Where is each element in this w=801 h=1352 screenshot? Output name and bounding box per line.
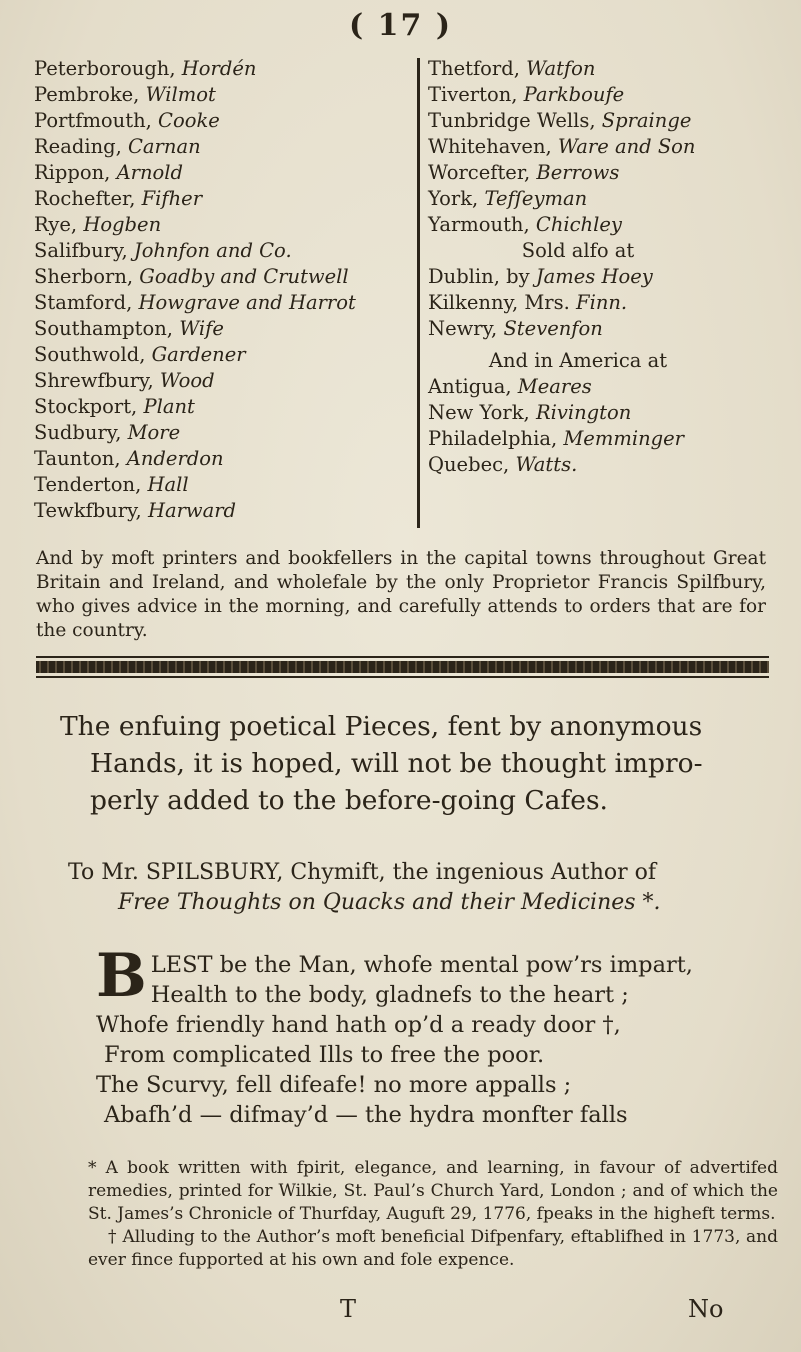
agent-place: York, xyxy=(428,187,479,210)
agent-place: Thetford, xyxy=(428,57,520,80)
agent-row xyxy=(34,498,404,524)
agent-place: New York, xyxy=(428,401,530,424)
agent-name: Arnold xyxy=(116,161,184,184)
agent-row xyxy=(34,134,404,160)
intro-paragraph xyxy=(60,708,770,819)
agent-name: Carnan xyxy=(128,135,201,158)
agent-place: Antigua, xyxy=(428,375,512,398)
agent-row xyxy=(428,264,788,290)
agent-row xyxy=(428,212,788,238)
agent-row xyxy=(34,264,404,290)
agent-row xyxy=(34,56,404,82)
agent-name: Chichley xyxy=(535,213,622,236)
agent-name: Wilmot xyxy=(145,83,216,106)
agent-name: Wife xyxy=(179,317,224,340)
agent-row xyxy=(428,82,788,108)
agent-place: Tunbridge Wells, xyxy=(428,109,596,132)
agent-row xyxy=(34,82,404,108)
signature-mark: T xyxy=(340,1295,357,1323)
agent-row xyxy=(428,374,788,400)
agent-row xyxy=(428,426,788,452)
agent-row xyxy=(34,368,404,394)
agent-row xyxy=(34,446,404,472)
agent-place: Tenderton, xyxy=(34,473,142,496)
agent-row xyxy=(428,400,788,426)
agent-place: Taunton, xyxy=(34,447,121,470)
agent-name: Wood xyxy=(159,369,215,392)
agent-place: Portfmouth, xyxy=(34,109,152,132)
poem-line: Whofe friendly hand hath op’d a ready door †, xyxy=(96,1012,621,1038)
agent-place: Philadelphia, xyxy=(428,427,558,450)
agent-name: Spraingе xyxy=(601,109,692,132)
agent-name: Anderdon xyxy=(126,447,224,470)
agent-name: Stevenfon xyxy=(503,317,603,340)
agent-place: Pembroke, xyxy=(34,83,140,106)
intro-line: perly added to the before-going Cafes. xyxy=(90,785,608,816)
dedication-title: Free Thoughts on Quacks and their Medicines *. xyxy=(118,890,661,915)
sold-also-heading: Sold alfo at xyxy=(521,239,635,262)
footnotes xyxy=(88,1157,778,1272)
agent-place: Kilkenny, Mrs. xyxy=(428,291,570,314)
agent-name: Hordén xyxy=(181,57,257,80)
page-number: ( 17 ) xyxy=(348,8,453,43)
dedication xyxy=(68,858,768,918)
agent-place: Salifbury, xyxy=(34,239,128,262)
agent-place: Reading, xyxy=(34,135,122,158)
agent-place: Southwold, xyxy=(34,343,146,366)
agent-row xyxy=(34,108,404,134)
agent-row xyxy=(428,316,788,342)
agent-row xyxy=(34,316,404,342)
agent-place: Sudbury, xyxy=(34,421,122,444)
agent-row xyxy=(34,290,404,316)
agent-row xyxy=(428,290,788,316)
intro-line: The enfuing poetical Pieces, fent by anonymous xyxy=(60,711,703,742)
agent-name: Cooke xyxy=(158,109,220,132)
dedication-line: To Mr. SPILSBURY, Chymift, the ingenious Author of xyxy=(68,860,657,885)
intro-line: Hands, it is hoped, will not be thought impro- xyxy=(90,748,703,779)
agent-place: Peterborough, xyxy=(34,57,176,80)
agent-row xyxy=(428,186,788,212)
agent-place: Quebec, xyxy=(428,453,510,476)
ornamental-rule xyxy=(36,654,769,680)
agent-place: Rochefter, xyxy=(34,187,136,210)
drop-cap: B xyxy=(96,941,147,1011)
agent-place: Rippon, xyxy=(34,161,111,184)
column-divider xyxy=(417,58,420,528)
agent-row xyxy=(34,212,404,238)
closing-paragraph: And by moft printers and bookfellers in the capital towns throughout Great Britain and Ireland, and wholefale by the only Proprietor Francis Spilfbury, who gives advice in the morning, and carefully attends to orders that are for the country. xyxy=(36,548,766,641)
agent-row xyxy=(34,238,404,264)
footnote: † Alluding to the Author’s moft beneficial Difpenfary, eftablifhed in 1773, and ever fince fupported at his own and fole expence. xyxy=(88,1227,778,1270)
agent-name: Howgrave and Harrot xyxy=(138,291,356,314)
poem xyxy=(96,941,776,1130)
footnote: * A book written with fpirit, elegance, and learning, in favour of advertifed remedies, printed for Wilkie, St. Paul’s Church Yard, London ; and of which the St. James’s Chronicle of Thurfday, Auguft 29, 1776, fpeaks in the higheft terms. xyxy=(88,1158,778,1224)
agent-place: Worcefter, xyxy=(428,161,531,184)
agent-place: Dublin, by xyxy=(428,265,530,288)
agent-place: Yarmouth, xyxy=(428,213,530,236)
agent-row xyxy=(34,420,404,446)
catchword: No xyxy=(688,1295,724,1323)
agents-list-right xyxy=(428,56,788,478)
agent-name: James Hoey xyxy=(535,265,653,288)
poem-line: The Scurvy, fell difeafe! no more appalls ; xyxy=(96,1072,572,1098)
agent-place: Newry, xyxy=(428,317,498,340)
agent-name: Watfon xyxy=(526,57,596,80)
poem-line: LEST be the Man, whofe mental pow’rs impart, xyxy=(150,952,693,978)
agent-place: Tewkfbury, xyxy=(34,499,142,522)
agent-name: Fifher xyxy=(141,187,203,210)
agent-name: Hogben xyxy=(83,213,162,236)
agent-place: Tiverton, xyxy=(428,83,518,106)
agent-name: Johnfon and Co. xyxy=(133,239,292,262)
agent-row xyxy=(34,472,404,498)
agent-place: Southampton, xyxy=(34,317,173,340)
agent-name: Memminger xyxy=(563,427,684,450)
agent-row xyxy=(428,56,788,82)
poem-line: From complicated Ills to free the poor. xyxy=(104,1042,545,1068)
agent-name: Harward xyxy=(147,499,237,522)
agent-row xyxy=(428,134,788,160)
agent-row xyxy=(34,394,404,420)
agent-name: Ware and Son xyxy=(557,135,696,158)
agent-name: Hall xyxy=(147,473,189,496)
agent-name: Gardener xyxy=(151,343,246,366)
poem-line: Health to the body, gladnefs to the heart ; xyxy=(150,982,629,1008)
agent-name: Meares xyxy=(517,375,592,398)
america-heading: And in America at xyxy=(488,349,668,372)
agent-place: Stamford, xyxy=(34,291,133,314)
agent-place: Whitehaven, xyxy=(428,135,552,158)
agent-place: Sherborn, xyxy=(34,265,134,288)
agents-list-left xyxy=(34,56,404,524)
agent-name: Plant xyxy=(143,395,195,418)
agent-place: Stockport, xyxy=(34,395,138,418)
poem-line: Abafh’d — difmay’d — the hydra monfter falls xyxy=(104,1102,628,1128)
agent-name: Berrows xyxy=(536,161,620,184)
agent-name: Tefſeyman xyxy=(484,187,588,210)
agent-name: Rivington xyxy=(535,401,632,424)
agent-row xyxy=(428,452,788,478)
agent-row xyxy=(34,160,404,186)
agent-name: More xyxy=(127,421,181,444)
agent-name: Watts. xyxy=(515,453,578,476)
agent-row xyxy=(34,342,404,368)
agent-row xyxy=(428,108,788,134)
agent-place: Shrewfbury, xyxy=(34,369,154,392)
agent-row xyxy=(428,160,788,186)
agent-place: Rye, xyxy=(34,213,78,236)
agent-name: Finn. xyxy=(576,291,628,314)
agent-name: Parkboufe xyxy=(523,83,625,106)
agent-name: Goadby and Crutwell xyxy=(139,265,349,288)
agent-row xyxy=(34,186,404,212)
